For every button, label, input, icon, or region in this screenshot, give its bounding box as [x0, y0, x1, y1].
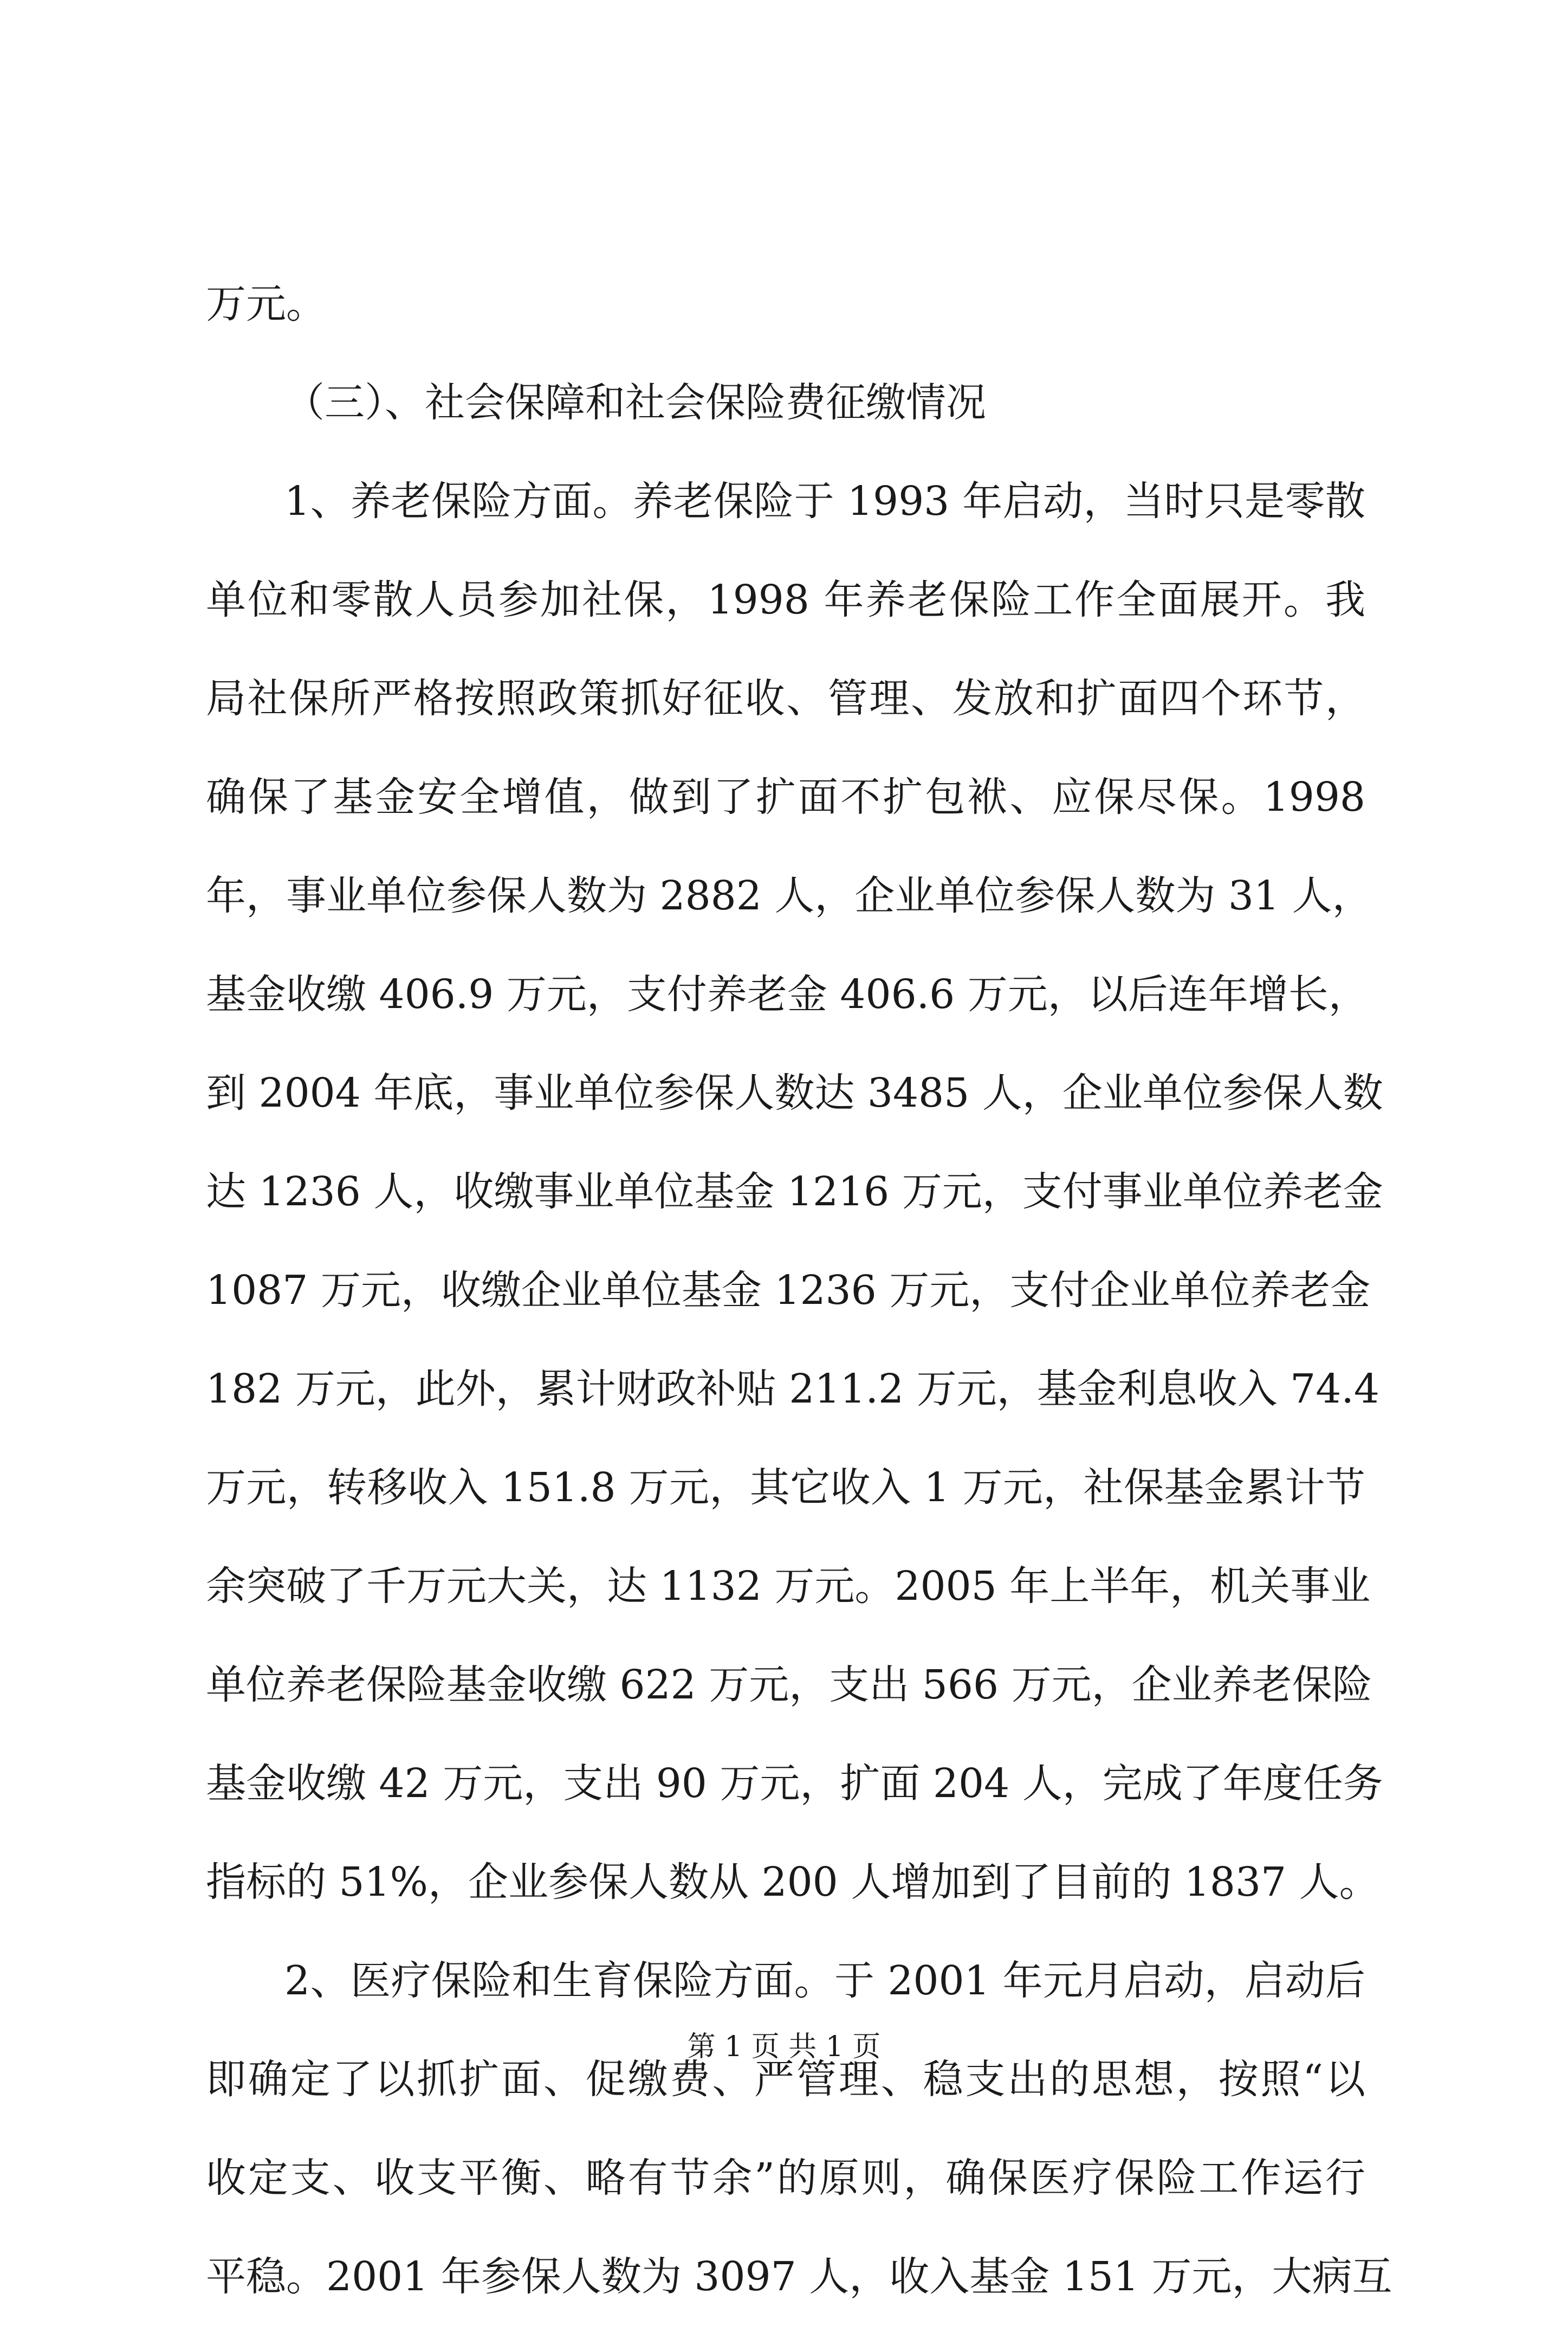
- text-line: 1087 万元，收缴企业单位基金 1236 万元，支付企业单位养老金: [206, 1267, 1371, 1314]
- text-line: 到 2004 年底，事业单位参保人数达 3485 人，企业单位参保人数: [206, 1070, 1383, 1116]
- text-line: 2、医疗保险和生育保险方面。于 2001 年元月启动，启动后: [284, 1957, 1365, 2004]
- page-footer: 第 1 页 共 1 页: [687, 2031, 881, 2063]
- text-line: 万元，转移收入 151.8 万元，其它收入 1 万元，社保基金累计节: [206, 1464, 1365, 1511]
- text-line: 余突破了千万元大关，达 1132 万元。2005 年上半年，机关事业: [206, 1563, 1371, 1610]
- text-line: 万元。: [206, 281, 326, 327]
- text-line: 确保了基金安全增值，做到了扩面不扩包袱、应保尽保。1998: [206, 774, 1365, 820]
- text-line: 基金收缴 42 万元，支出 90 万元，扩面 204 人，完成了年度任务: [206, 1760, 1383, 1807]
- document-body: [206, 255, 1392, 2326]
- text-line: 即确定了以抓扩面、促缴费、严管理、稳支出的思想，按照“以: [206, 2056, 1365, 2103]
- text-line: 基金收缴 406.9 万元，支付养老金 406.6 万元，以后连年增长，: [206, 971, 1369, 1018]
- text-line: 收定支、收支平衡、略有节余”的原则，确保医疗保险工作运行: [206, 2155, 1365, 2201]
- text-line: 182 万元，此外，累计财政补贴 211.2 万元，基金利息收入 74.4: [206, 1366, 1379, 1412]
- text-line: 1、养老保险方面。养老保险于 1993 年启动，当时只是零散: [284, 478, 1365, 525]
- text-line: 局社保所严格按照政策抓好征收、管理、发放和扩面四个环节，: [206, 675, 1365, 722]
- text-line: 单位养老保险基金收缴 622 万元，支出 566 万元，企业养老保险: [206, 1662, 1372, 1708]
- text-line: 达 1236 人，收缴事业单位基金 1216 万元，支付事业单位养老金: [206, 1168, 1383, 1215]
- text-line: 平稳。2001 年参保人数为 3097 人，收入基金 151 万元，大病互: [206, 2253, 1392, 2300]
- text-line: 年，事业单位参保人数为 2882 人，企业单位参保人数为 31 人，: [206, 873, 1372, 919]
- text-line: 单位和零散人员参加社保，1998 年养老保险工作全面展开。我: [206, 577, 1365, 623]
- text-line: （三）、社会保障和社会保险费征缴情况: [284, 379, 986, 426]
- text-line: 指标的 51%，企业参保人数从 200 人增加到了目前的 1837 人。: [206, 1859, 1379, 1905]
